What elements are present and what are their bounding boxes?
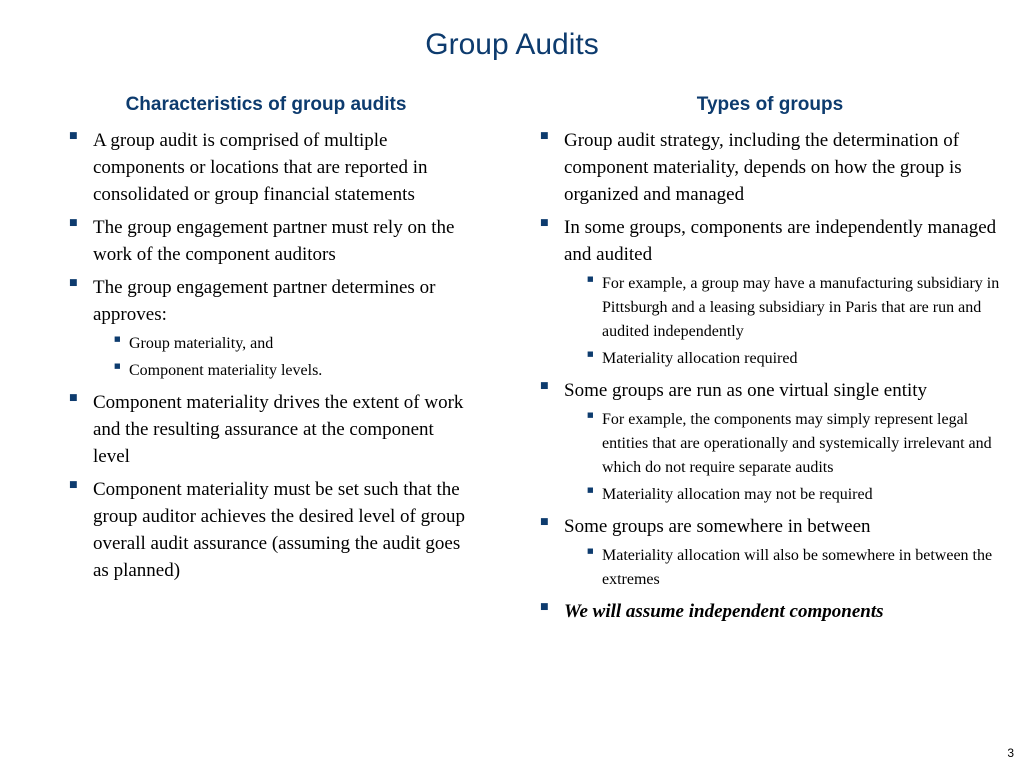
sub-list-item	[584, 347, 1002, 371]
sub-list-item	[584, 544, 1002, 592]
sub-list-item	[584, 272, 1002, 344]
sub-bullet-list	[584, 544, 1002, 592]
list-item	[537, 377, 1002, 507]
list-item	[537, 598, 1002, 625]
right-bullet-list	[537, 127, 1002, 625]
left-bullet-list	[66, 127, 466, 584]
list-item-text: The group engagement partner determines or approves:	[93, 277, 436, 325]
square-bullet-icon: ■	[587, 350, 594, 358]
square-bullet-icon: ■	[587, 547, 594, 555]
list-item	[537, 214, 1002, 371]
sub-list-item	[584, 408, 1002, 480]
left-column-heading: Characteristics of group audits	[125, 94, 407, 115]
square-bullet-icon: ■	[114, 335, 121, 343]
square-bullet-icon: ■	[540, 218, 549, 228]
square-bullet-icon: ■	[587, 411, 594, 419]
sub-bullet-list	[111, 332, 466, 383]
emphasis-text: We will assume independent components	[564, 601, 884, 622]
list-item	[537, 513, 1002, 592]
sub-list-item	[111, 359, 466, 383]
square-bullet-icon: ■	[587, 486, 594, 494]
left-column	[66, 92, 466, 590]
right-column	[537, 92, 1002, 631]
sub-list-item-text: For example, a group may have a manufacturing subsidiary in Pittsburgh and a leasing subsidiary in Paris that are run and audited independently	[602, 275, 1000, 340]
square-bullet-icon: ■	[540, 131, 549, 141]
list-item-text: A group audit is comprised of multiple components or locations that are reported in consolidated or group financial statements	[93, 130, 428, 205]
list-item	[537, 127, 1002, 208]
sub-list-item-text: Materiality allocation will also be somewhere in between the extremes	[602, 547, 993, 588]
square-bullet-icon: ■	[69, 480, 78, 490]
sub-bullet-list	[584, 408, 1002, 507]
list-item	[66, 274, 466, 383]
square-bullet-icon: ■	[540, 517, 549, 527]
list-item	[66, 127, 466, 208]
list-item-text: Group audit strategy, including the determination of component materiality, depends on how the group is organized and managed	[564, 130, 962, 205]
sub-list-item	[584, 483, 1002, 507]
list-item-text: The group engagement partner must rely on the work of the component auditors	[93, 217, 455, 265]
slide-title: Group Audits	[425, 28, 599, 61]
sub-list-item	[111, 332, 466, 356]
sub-list-item-text: Materiality allocation may not be required	[602, 486, 873, 503]
list-item	[66, 214, 466, 268]
list-item-text: Component materiality drives the extent of work and the resulting assurance at the component level	[93, 392, 464, 467]
square-bullet-icon: ■	[69, 131, 78, 141]
square-bullet-icon: ■	[69, 278, 78, 288]
square-bullet-icon: ■	[69, 218, 78, 228]
sub-bullet-list	[584, 272, 1002, 371]
square-bullet-icon: ■	[587, 275, 594, 283]
page-number: 3	[1007, 746, 1014, 760]
square-bullet-icon: ■	[69, 393, 78, 403]
square-bullet-icon: ■	[540, 381, 549, 391]
sub-list-item-text: For example, the components may simply represent legal entities that are operationally and systemically irrelevant and which do not require separate audits	[602, 411, 992, 476]
list-item	[66, 389, 466, 470]
list-item-text: In some groups, components are independently managed and audited	[564, 217, 997, 265]
square-bullet-icon: ■	[114, 362, 121, 370]
list-item-text: Component materiality must be set such that the group auditor achieves the desired level of group overall audit assurance (assuming the audit goes as planned)	[93, 479, 465, 581]
sub-list-item-text: Component materiality levels.	[129, 362, 323, 379]
square-bullet-icon: ■	[540, 602, 549, 612]
list-item	[66, 476, 466, 584]
sub-list-item-text: Materiality allocation required	[602, 350, 798, 367]
list-item-text: Some groups are somewhere in between	[564, 516, 871, 537]
sub-list-item-text: Group materiality, and	[129, 335, 274, 352]
right-column-heading: Types of groups	[696, 94, 844, 115]
list-item-text: Some groups are run as one virtual single entity	[564, 380, 928, 401]
